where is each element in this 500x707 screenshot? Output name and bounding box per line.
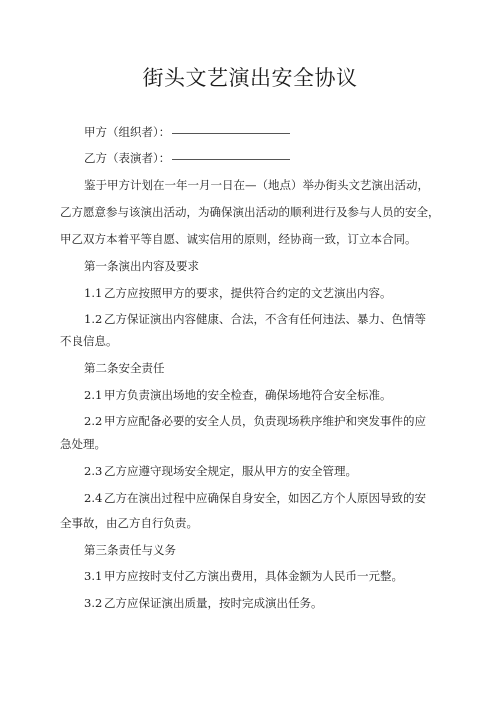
clause-number: 2.4 bbox=[84, 491, 103, 505]
intro-line-2: 乙方愿意参与该演出活动，为确保演出活动的顺利进行及参与人员的安全， bbox=[60, 205, 440, 219]
clause-2-2-continued: 急处理。 bbox=[60, 437, 106, 451]
party-b-line bbox=[84, 150, 450, 166]
clause-number: 2.1 bbox=[84, 388, 103, 402]
clause-text: 乙方应遵守现场安全规定，服从甲方的安全管理。 bbox=[104, 464, 357, 478]
party-a-line bbox=[84, 124, 450, 140]
clause-text: 乙方保证演出内容健康、合法，不含有任何违法、暴力、色情等 bbox=[104, 312, 426, 326]
article-2-heading: 第二条安全责任 bbox=[84, 361, 165, 375]
party-a-label: 甲方（组织者）： bbox=[84, 125, 171, 139]
clause-3-2 bbox=[84, 595, 450, 611]
party-b-label: 乙方（表演者）： bbox=[84, 151, 171, 165]
clause-1-2-continued: 不良信息。 bbox=[60, 334, 118, 348]
clause-2-4-continued: 全事故，由乙方自行负责。 bbox=[60, 516, 198, 530]
document-title: 街头文艺演出安全协议 bbox=[142, 66, 358, 90]
party-a-blank bbox=[172, 132, 290, 134]
clause-text: 乙方应按照甲方的要求，提供符合约定的文艺演出内容。 bbox=[104, 286, 392, 300]
clause-1-1 bbox=[84, 285, 450, 301]
intro-line-3: 甲乙双方本着平等自愿、诚实信用的原则，经协商一致，订立本合同。 bbox=[60, 232, 417, 246]
clause-number: 1.2 bbox=[84, 312, 103, 326]
clause-number: 2.3 bbox=[84, 464, 103, 478]
article-1-heading: 第一条演出内容及要求 bbox=[84, 259, 199, 273]
article-3-heading: 第三条责任与义务 bbox=[84, 543, 176, 557]
clause-number: 2.2 bbox=[84, 414, 103, 428]
clause-1-2 bbox=[84, 311, 450, 327]
clause-text: 乙方在演出过程中应确保自身安全，如因乙方个人原因导致的安 bbox=[104, 491, 426, 505]
clause-2-3 bbox=[84, 463, 450, 479]
clause-2-4 bbox=[84, 490, 450, 506]
clause-text: 甲方负责演出场地的安全检查，确保场地符合安全标准。 bbox=[104, 388, 392, 402]
clause-text: 甲方应按时支付乙方演出费用，具体金额为人民币一元整。 bbox=[104, 569, 403, 583]
party-b-blank bbox=[172, 158, 290, 160]
clause-3-1 bbox=[84, 568, 450, 584]
clause-text: 甲方应配备必要的安全人员，负责现场秩序维护和突发事件的应 bbox=[104, 414, 426, 428]
clause-number: 3.1 bbox=[84, 569, 103, 583]
clause-2-1 bbox=[84, 387, 450, 403]
intro-line-1: 鉴于甲方计划在一年一月一日在—（地点）举办街头文艺演出活动， bbox=[84, 178, 429, 192]
clause-text: 乙方应保证演出质量，按时完成演出任务。 bbox=[104, 596, 323, 610]
clause-number: 3.2 bbox=[84, 596, 103, 610]
clause-2-2 bbox=[84, 413, 450, 429]
clause-number: 1.1 bbox=[84, 286, 103, 300]
